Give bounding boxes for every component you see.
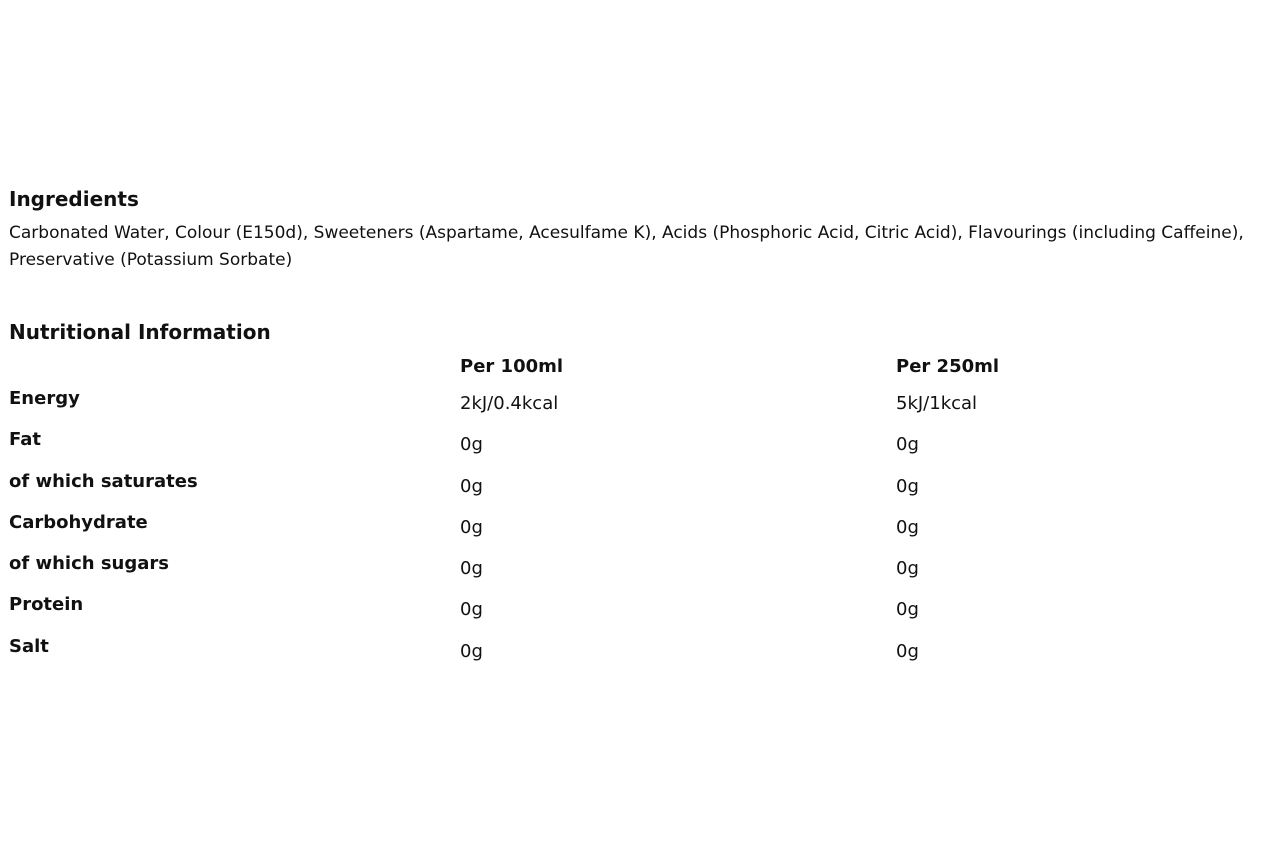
nutrient-value-per-250ml: 0g	[896, 558, 919, 579]
nutrient-value-per-100ml: 0g	[460, 434, 483, 455]
nutrition-row-salt	[0, 636, 1280, 666]
nutrient-label: of which saturates	[9, 471, 198, 492]
nutrient-value-per-250ml: 5kJ/1kcal	[896, 393, 978, 414]
nutrient-value-per-250ml: 0g	[896, 599, 919, 620]
ingredients-text: Carbonated Water, Colour (E150d), Sweeteners (Aspartame, Acesulfame K), Acids (Phosphoric Acid, Citric Acid), Flavourings (including Caffeine), Preservative (Potassium Sorbate)	[9, 223, 1244, 270]
nutrient-value-per-100ml: 0g	[460, 476, 483, 497]
nutrient-value-per-100ml: 2kJ/0.4kcal	[460, 393, 559, 414]
nutrient-value-per-250ml: 0g	[896, 641, 919, 662]
nutrition-row-protein	[0, 594, 1280, 624]
nutrient-label: Protein	[9, 594, 84, 615]
nutrition-row-saturates	[0, 471, 1280, 501]
nutrient-label: Fat	[9, 429, 41, 450]
nutrient-value-per-250ml: 0g	[896, 517, 919, 538]
nutrition-row-energy	[0, 388, 1280, 418]
nutrition-row-fat	[0, 429, 1280, 459]
nutrient-label: Energy	[9, 388, 80, 409]
nutrient-value-per-100ml: 0g	[460, 558, 483, 579]
nutrient-value-per-100ml: 0g	[460, 599, 483, 620]
nutritional-information-heading: Nutritional Information	[9, 320, 271, 344]
column-header-per-100ml: Per 100ml	[460, 356, 564, 377]
nutrient-value-per-100ml: 0g	[460, 641, 483, 662]
nutrient-value-per-250ml: 0g	[896, 434, 919, 455]
nutrient-label: of which sugars	[9, 553, 169, 574]
nutrition-row-sugars	[0, 553, 1280, 583]
column-header-per-250ml: Per 250ml	[896, 356, 1000, 377]
nutrient-label: Salt	[9, 636, 49, 657]
nutrient-value-per-100ml: 0g	[460, 517, 483, 538]
nutrition-row-carbohydrate	[0, 512, 1280, 542]
nutrient-value-per-250ml: 0g	[896, 476, 919, 497]
nutrient-label: Carbohydrate	[9, 512, 148, 533]
ingredients-heading: Ingredients	[9, 187, 139, 211]
